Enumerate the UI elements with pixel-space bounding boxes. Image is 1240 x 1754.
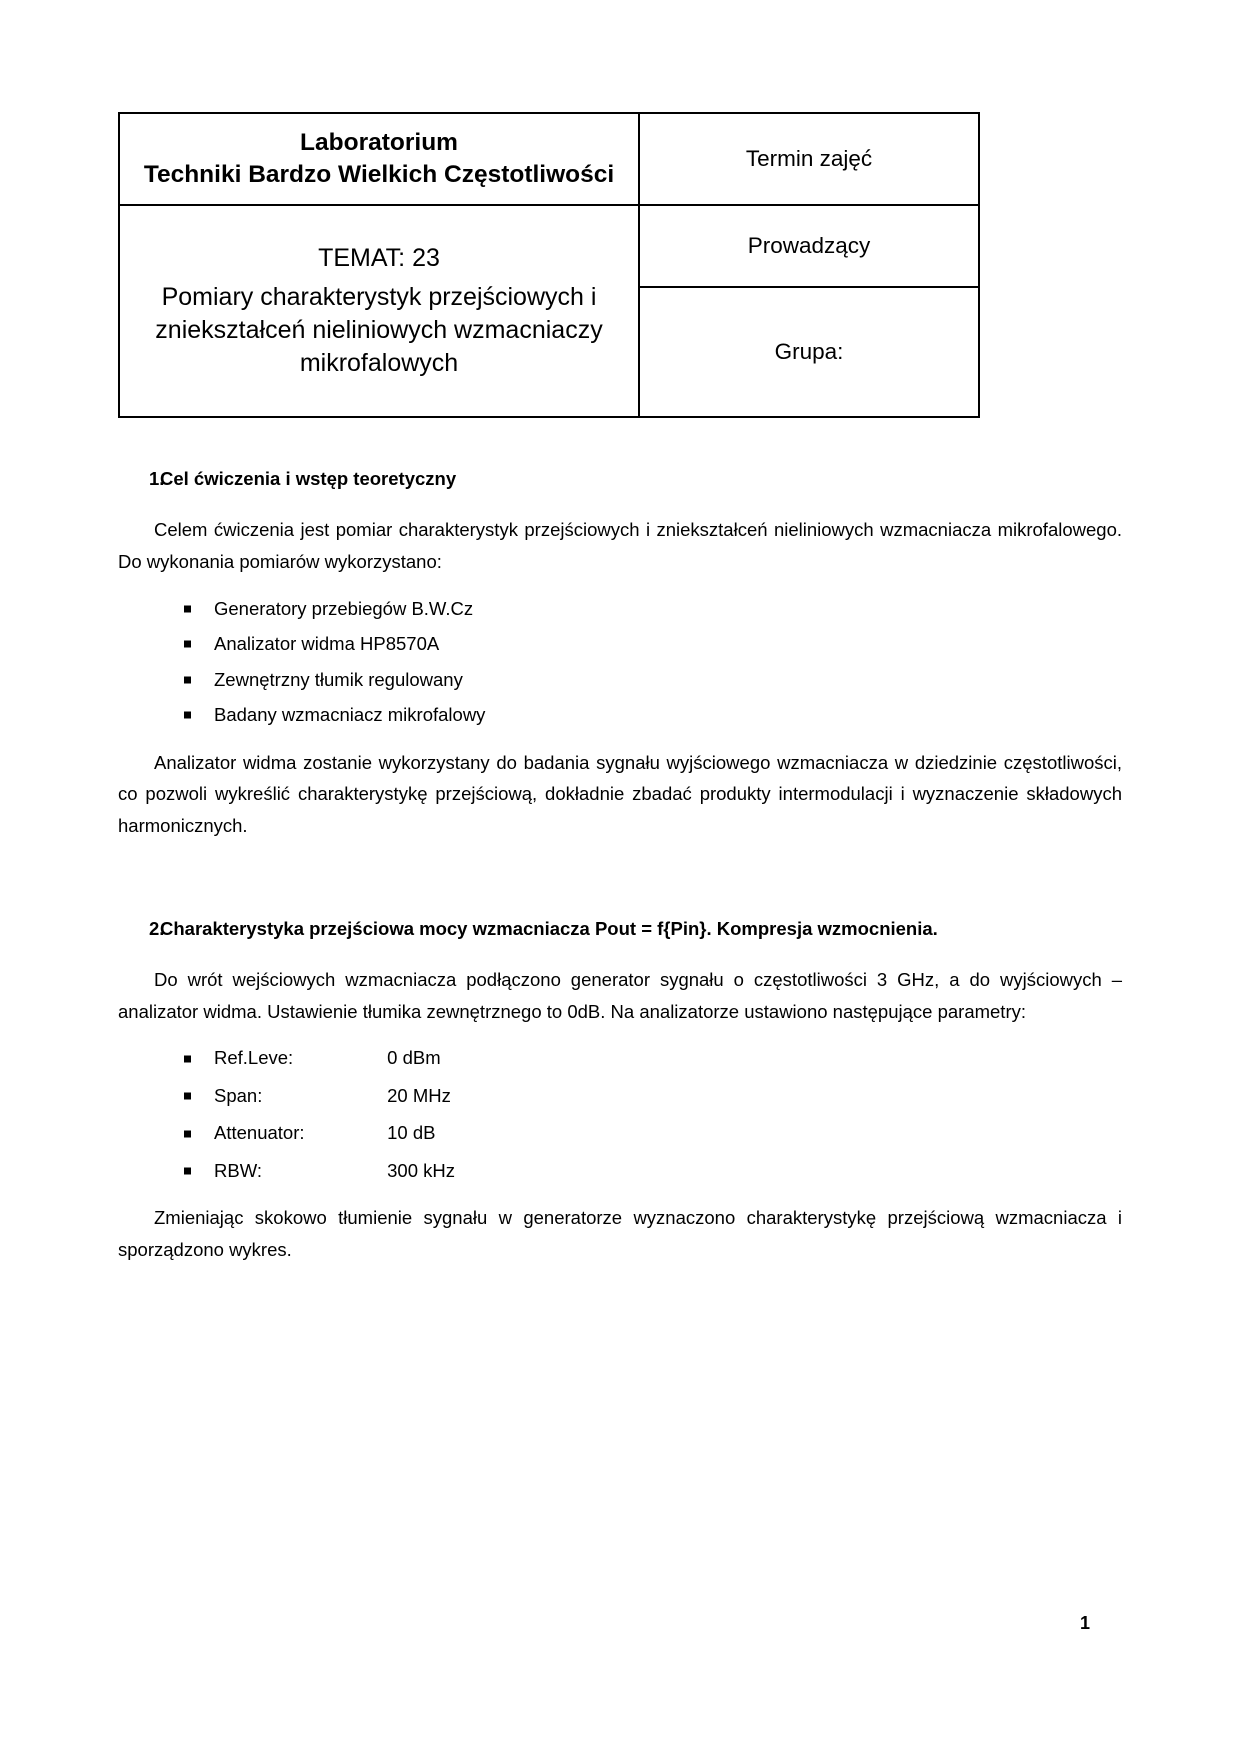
parameter-value: 10 dB	[387, 1122, 436, 1144]
lab-title-cell	[119, 113, 639, 205]
bullet-icon	[184, 641, 191, 648]
list-item	[118, 597, 1122, 619]
bullet-icon	[184, 1055, 191, 1062]
section-2-heading	[118, 916, 1122, 942]
bullet-icon	[184, 1168, 191, 1175]
section-2-number: 2.	[149, 917, 165, 939]
list-item	[118, 1124, 1122, 1143]
topic-label: TEMAT: 23	[318, 243, 440, 272]
term-label: Termin zajęć	[745, 146, 873, 171]
equipment-label: Zewnętrzny tłumik regulowany	[214, 668, 463, 690]
bullet-icon	[184, 1130, 191, 1137]
equipment-list	[118, 597, 1122, 726]
section-1-outro-paragraph: Analizator widma zostanie wykorzystany do badania sygnału wyjściowego wzmacniacza w dziedzinie częstotliwości, co pozwoli wykreślić charakterystykę przejściową, dokładnie zbadać produkty intermodulacji i wyznaczenie składowych harmonicznych.	[118, 751, 1122, 837]
list-item	[118, 1084, 1122, 1106]
group-cell	[639, 287, 979, 417]
parameter-value: 300 kHz	[387, 1159, 456, 1181]
term-cell	[639, 113, 979, 205]
lab-title-line-2: Techniki Bardzo Wielkich Częstotliwości	[143, 161, 615, 188]
topic-line-3: mikrofalowych	[299, 349, 459, 378]
parameter-label: RBW:	[214, 1159, 262, 1181]
topic-line-1: Pomiary charakterystyk przejściowych i	[161, 282, 597, 311]
section-2-title: Charakterystyka przejściowa mocy wzmacniacza Pout = f{Pin}. Kompresja wzmocnienia.	[160, 917, 938, 939]
table-row	[119, 205, 979, 287]
parameter-label: Span:	[214, 1084, 263, 1106]
instructor-label: Prowadzący	[747, 233, 871, 258]
parameter-value: 20 MHz	[387, 1084, 451, 1106]
group-label: Grupa:	[774, 339, 844, 364]
table-row	[119, 113, 979, 205]
section-1-intro-paragraph: Celem ćwiczenia jest pomiar charakterystyk przejściowych i zniekształceń nieliniowych wzmacniacza mikrofalowego. Do wykonania pomiarów wykorzystano:	[118, 518, 1122, 572]
section-1-number: 1.	[149, 468, 165, 489]
section-1-heading	[118, 466, 1122, 492]
topic-cell	[119, 205, 639, 417]
bullet-icon	[184, 712, 191, 719]
list-item	[118, 635, 1122, 654]
section-2-outro-paragraph: Zmieniając skokowo tłumienie sygnału w generatorze wyznaczono charakterystykę przejściową wzmacniacza i sporządzono wykres.	[118, 1207, 1122, 1261]
analyzer-parameters-list	[118, 1049, 1122, 1180]
topic-line-2: zniekształceń nieliniowych wzmacniaczy	[155, 316, 603, 344]
parameter-value: 0 dBm	[387, 1047, 441, 1069]
equipment-label: Analizator widma HP8570A	[214, 633, 440, 655]
list-item	[118, 1049, 1122, 1068]
list-item	[118, 1159, 1122, 1181]
section-2-intro-paragraph: Do wrót wejściowych wzmacniacza podłączono generator sygnału o częstotliwości 3 GHz, a do wyjściowych – analizator widma. Ustawienie tłumika zewnętrznego to 0dB. Na analizatorze ustawiono następujące parametry:	[118, 968, 1122, 1022]
page-number: 1	[1079, 1613, 1090, 1633]
bullet-icon	[184, 676, 191, 683]
parameter-label: Attenuator:	[214, 1122, 305, 1144]
list-item	[118, 668, 1122, 690]
list-item	[118, 706, 1122, 725]
report-header-table	[118, 112, 980, 418]
bullet-icon	[184, 1093, 191, 1100]
section-1-title: Cel ćwiczenia i wstęp teoretyczny	[160, 468, 457, 489]
bullet-icon	[184, 605, 191, 612]
parameter-label: Ref.Leve:	[214, 1047, 294, 1069]
lab-title-line-1: Laboratorium	[300, 128, 458, 156]
instructor-cell	[639, 205, 979, 287]
equipment-label: Badany wzmacniacz mikrofalowy	[214, 704, 486, 726]
equipment-label: Generatory przebiegów B.W.Cz	[214, 597, 474, 619]
